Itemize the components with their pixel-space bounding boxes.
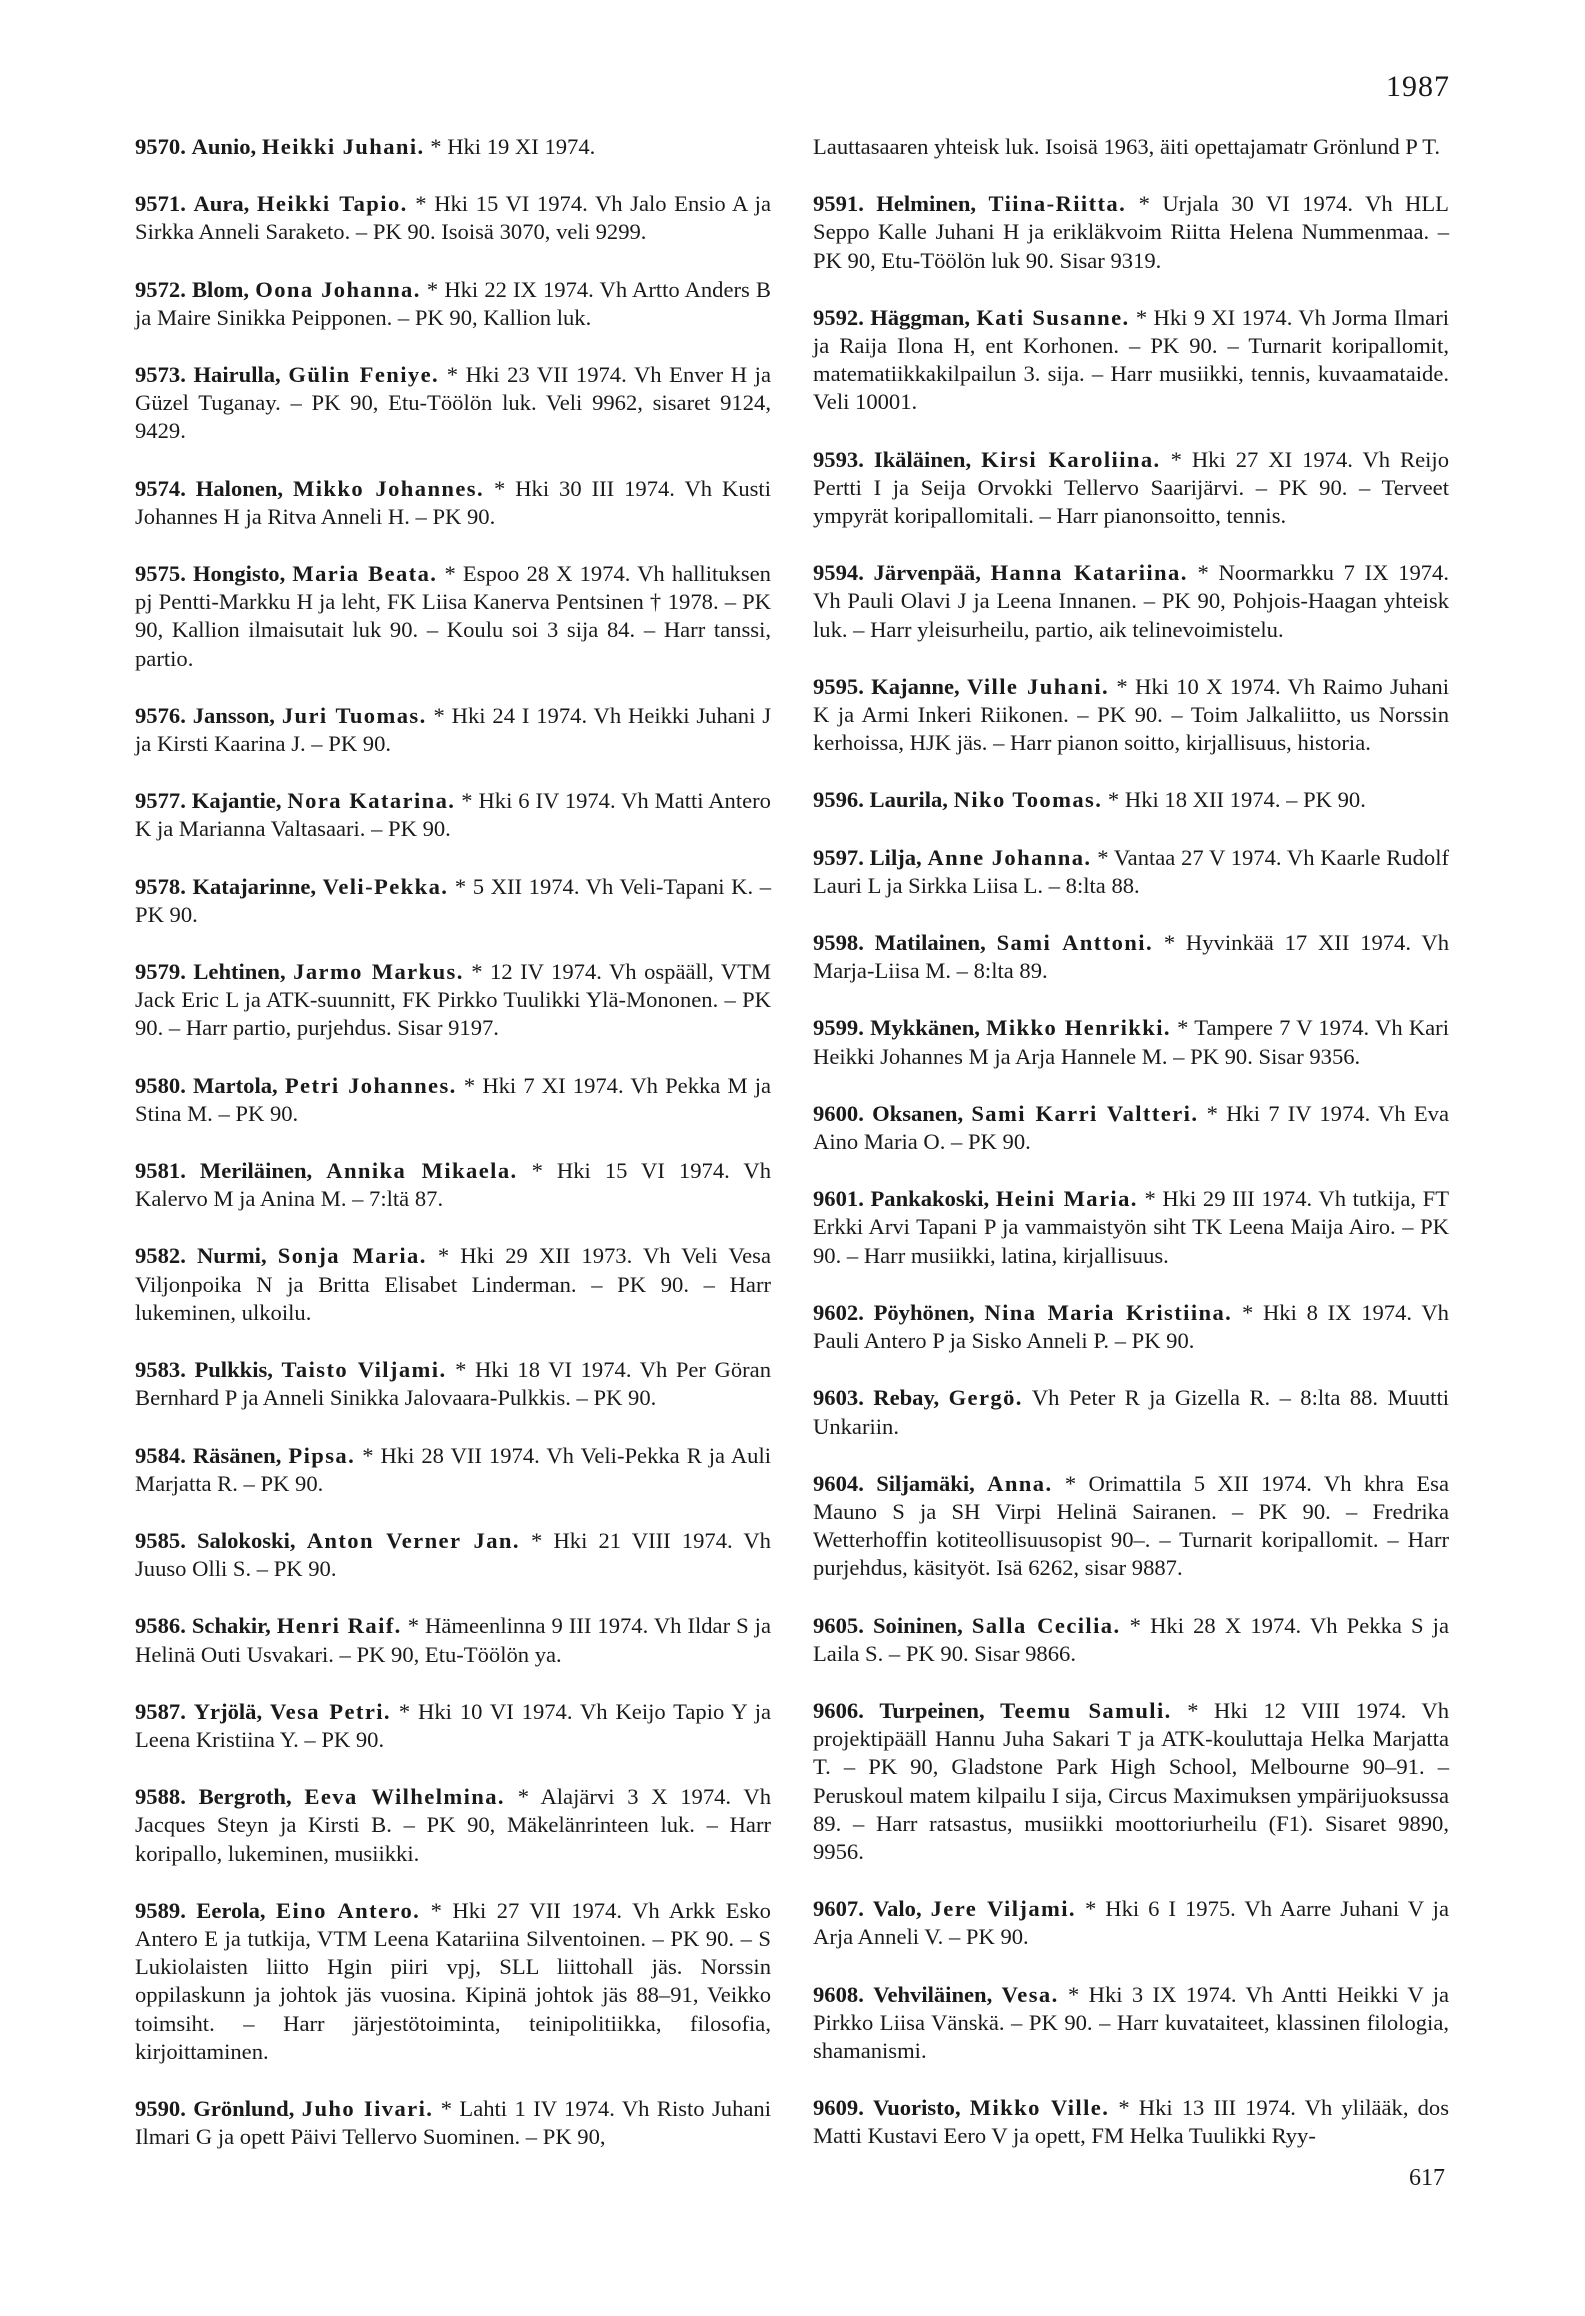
entry-surname: Hongisto, bbox=[192, 561, 286, 587]
biography-entry bbox=[135, 1783, 771, 1868]
biography-entry bbox=[813, 673, 1449, 758]
entry-number: 9571. bbox=[135, 191, 186, 217]
biography-entry bbox=[135, 133, 771, 161]
biography-entry bbox=[813, 1384, 1449, 1440]
biography-entry bbox=[135, 560, 771, 673]
entry-given-names: Nora Katarina. bbox=[287, 788, 456, 814]
biography-entry bbox=[813, 1014, 1449, 1070]
entry-surname: Pankakoski, bbox=[870, 1186, 990, 1212]
entry-number: 9608. bbox=[813, 1981, 864, 2007]
biography-entry bbox=[135, 702, 771, 758]
entry-surname: Nurmi, bbox=[196, 1243, 267, 1269]
entry-number: 9587. bbox=[135, 1698, 186, 1724]
entry-number: 9581. bbox=[135, 1158, 186, 1184]
continued-entry-text: Lauttasaaren yhteisk luk. Isoisä 1963, äiti opettajamatr Grönlund P T. bbox=[813, 134, 1441, 159]
biography-entry bbox=[135, 958, 771, 1043]
biography-entry bbox=[135, 1897, 771, 2066]
entry-surname: Salokoski, bbox=[196, 1527, 296, 1553]
entry-surname: Grönlund, bbox=[193, 2095, 295, 2121]
entry-details: * Hki 29 III 1974. Vh tutkija, FT Erkki Arvi Tapani P ja vammaistyön siht TK Leena Maija Airo. – PK 90. – Harr musiikki, latina, kirjallisuus. bbox=[813, 1186, 1450, 1268]
biography-entry bbox=[135, 361, 771, 446]
entry-given-names: Gülin Feniye. bbox=[288, 362, 440, 388]
entry-number: 9578. bbox=[135, 873, 186, 899]
entry-number: 9599. bbox=[813, 1015, 864, 1041]
entry-details: * Hki 10 VI 1974. Vh Keijo Tapio Y ja Leena Kristiina Y. – PK 90. bbox=[135, 1698, 771, 1752]
entry-surname: Schakir, bbox=[191, 1613, 271, 1639]
biography-entry bbox=[135, 1442, 771, 1498]
entry-details: * 5 XII 1974. Vh Veli-Tapani K. – PK 90. bbox=[135, 873, 771, 927]
biography-entry bbox=[813, 1299, 1449, 1355]
entry-given-names: Anton Verner Jan. bbox=[306, 1527, 520, 1553]
entry-given-names: Eeva Wilhelmina. bbox=[304, 1784, 505, 1810]
entry-number: 9604. bbox=[813, 1470, 864, 1496]
biography-entry bbox=[135, 873, 771, 929]
entry-number: 9574. bbox=[135, 475, 186, 501]
entry-given-names: Anna. bbox=[987, 1470, 1053, 1496]
entry-number: 9600. bbox=[813, 1100, 864, 1126]
entry-number: 9602. bbox=[813, 1299, 864, 1325]
entry-given-names: Mikko Henrikki. bbox=[986, 1015, 1171, 1041]
entry-surname: Helminen, bbox=[876, 191, 977, 217]
entry-number: 9591. bbox=[813, 191, 864, 217]
biography-entry bbox=[135, 1242, 771, 1327]
entry-surname: Eerola, bbox=[196, 1897, 266, 1923]
entry-details: * Hki 27 VII 1974. Vh Arkk Esko Antero E ja tutkija, VTM Leena Katariina Silventoinen. – PK 90. – S Lukiolaisten liitto Hgin piiri vpj, SLL liittohall jäs. Norssin oppilaskunn ja johtok jäs vuosina. Kipinä johtok jäs 88–91, Veikko toimsiht. – Harr järjestötoiminta, teinipolitiikka, filosofia, kirjoittaminen. bbox=[135, 1897, 771, 2064]
entry-given-names: Veli-Pekka. bbox=[322, 873, 449, 899]
entry-number: 9603. bbox=[813, 1385, 864, 1411]
entry-given-names: Juho Iivari. bbox=[301, 2095, 434, 2121]
biography-entry bbox=[135, 1072, 771, 1128]
entry-details: * Hki 6 I 1975. Vh Aarre Juhani V ja Arja Anneli V. – PK 90. bbox=[813, 1896, 1449, 1950]
entry-number: 9609. bbox=[813, 2095, 864, 2121]
entry-surname: Ikäläinen, bbox=[873, 446, 972, 472]
entry-given-names: Salla Cecilia. bbox=[971, 1612, 1121, 1638]
left-column bbox=[135, 133, 771, 2180]
entry-number: 9607. bbox=[813, 1896, 864, 1922]
entry-number: 9570. bbox=[135, 134, 186, 159]
biography-entry bbox=[813, 1185, 1449, 1270]
entry-surname: Räsänen, bbox=[192, 1442, 282, 1468]
biography-entry bbox=[813, 1697, 1449, 1866]
page-year: 1987 bbox=[1386, 70, 1450, 103]
biography-entry bbox=[813, 446, 1449, 531]
entry-details: * Hki 24 I 1974. Vh Heikki Juhani J ja Kirsti Kaarina J. – PK 90. bbox=[135, 702, 771, 757]
entry-surname: Siljamäki, bbox=[876, 1470, 975, 1496]
entry-given-names: Heini Maria. bbox=[995, 1186, 1138, 1212]
entry-number: 9577. bbox=[135, 788, 186, 814]
entry-details: * Hki 28 X 1974. Vh Pekka S ja Laila S. – PK 90. Sisar 9866. bbox=[813, 1612, 1449, 1666]
entry-given-names: Mikko Johannes. bbox=[293, 475, 485, 501]
entry-details: * Hki 6 IV 1974. Vh Matti Antero K ja Marianna Valtasaari. – PK 90. bbox=[135, 788, 771, 842]
entry-surname: Bergroth, bbox=[198, 1784, 292, 1810]
entry-number: 9586. bbox=[135, 1613, 186, 1639]
entry-surname: Järvenpää, bbox=[873, 560, 981, 586]
entry-surname: Vuoristo, bbox=[872, 2095, 961, 2121]
entry-surname: Lehtinen, bbox=[193, 959, 286, 985]
biography-entry bbox=[135, 1527, 771, 1583]
biography-entry bbox=[135, 787, 771, 843]
entry-given-names: Sonja Maria. bbox=[277, 1243, 427, 1269]
entry-given-names: Annika Mikaela. bbox=[326, 1158, 518, 1184]
entry-surname: Katajarinne, bbox=[192, 873, 317, 899]
entry-details: * 12 IV 1974. Vh ospääll, VTM Jack Eric L ja ATK-suunnitt, FK Pirkko Tuulikki Ylä-Mononen. – PK 90. – Harr partio, purjehdus. Sisar 9197. bbox=[135, 959, 772, 1041]
entry-details: * Hki 18 VI 1974. Vh Per Göran Bernhard P ja Anneli Sinikka Jalovaara-Pulkkis. – PK 90. bbox=[135, 1357, 771, 1411]
biography-entry bbox=[813, 1100, 1449, 1156]
entry-given-names: Heikki Juhani. bbox=[261, 134, 425, 159]
entry-number: 9590. bbox=[135, 2095, 186, 2121]
entry-details: * Alajärvi 3 X 1974. Vh Jacques Steyn ja Kirsti B. – PK 90, Mäkelänrinteen luk. – Harr koripallo, lukeminen, musiikki. bbox=[135, 1784, 771, 1866]
entry-given-names: Heikki Tapio. bbox=[256, 191, 408, 217]
entry-details: * Espoo 28 X 1974. Vh hallituksen pj Pentti-Markku H ja leht, FK Liisa Kanerva Pentsinen † 1978. – PK 90, Kallion ilmaisutait luk 90. – Koulu soi 3 sija 84. – Harr tanssi, partio. bbox=[135, 561, 771, 671]
entry-details: * Noormarkku 7 IX 1974. Vh Pauli Olavi J ja Leena Innanen. – PK 90, Pohjois-Haagan yhteisk luk. – Harr yleisurheilu, partio, aik telinevoimistelu. bbox=[813, 560, 1449, 642]
entry-surname: Oksanen, bbox=[872, 1100, 964, 1126]
biography-entry bbox=[135, 1698, 771, 1754]
entry-given-names: Mikko Ville. bbox=[969, 2095, 1110, 2121]
entry-details: * Vantaa 27 V 1974. Vh Kaarle Rudolf Lauri L ja Sirkka Liisa L. – 8:lta 88. bbox=[813, 844, 1449, 898]
entry-surname: Pulkkis, bbox=[194, 1357, 273, 1383]
entry-number: 9596. bbox=[813, 787, 864, 813]
entry-details: * Hki 19 XI 1974. bbox=[424, 134, 596, 159]
entry-details: * Hki 7 XI 1974. Vh Pekka M ja Stina M. – PK 90. bbox=[135, 1072, 772, 1126]
entry-details: * Lahti 1 IV 1974. Vh Risto Juhani Ilmari G ja opett Päivi Tellervo Suominen. – PK 90, bbox=[135, 2095, 771, 2150]
entry-given-names: Petri Johannes. bbox=[284, 1072, 457, 1098]
entry-details: * Hki 23 VII 1974. Vh Enver H ja Güzel Tuganay. – PK 90, Etu-Töölön luk. Veli 9962, sisaret 9124, 9429. bbox=[135, 362, 771, 444]
entry-number: 9582. bbox=[135, 1243, 186, 1269]
entry-number: 9597. bbox=[813, 844, 864, 870]
entry-details: * Hki 27 XI 1974. Vh Reijo Pertti I ja Seija Orvokki Tellervo Saarijärvi. – PK 90. – Terveet ympyrät koripallomitali. – Harr pianonsoitto, tennis. bbox=[813, 446, 1449, 529]
biography-entry bbox=[813, 1981, 1449, 2066]
entry-given-names: Anne Johanna. bbox=[927, 844, 1092, 870]
biography-entry bbox=[813, 2094, 1449, 2150]
biography-entry bbox=[135, 1356, 771, 1412]
entry-details: * Hyvinkää 17 XII 1974. Vh Marja-Liisa M. – 8:lta 89. bbox=[813, 930, 1449, 984]
entry-number: 9606. bbox=[813, 1697, 864, 1723]
entry-details: * Hki 29 XII 1973. Vh Veli Vesa Viljonpoika N ja Britta Elisabet Linderman. – PK 90. – Harr lukeminen, ulkoilu. bbox=[135, 1243, 771, 1325]
entry-given-names: Oona Johanna. bbox=[255, 276, 421, 302]
entry-surname: Soininen, bbox=[872, 1612, 963, 1638]
biography-entry bbox=[813, 190, 1449, 275]
biography-entry bbox=[135, 475, 771, 531]
entry-given-names: Eino Antero. bbox=[276, 1897, 421, 1923]
entry-surname: Kajanne, bbox=[871, 673, 960, 699]
entry-details: * Hki 30 III 1974. Vh Kusti Johannes H ja Ritva Anneli H. – PK 90. bbox=[135, 475, 771, 529]
biography-entry bbox=[813, 304, 1449, 417]
entry-number: 9592. bbox=[813, 304, 864, 330]
entry-surname: Kajantie, bbox=[191, 788, 282, 814]
entry-details: * Hki 12 VIII 1974. Vh projektipääll Hannu Juha Sakari T ja ATK-kouluttaja Helka Marjatta T. – PK 90, Gladstone Park High School, Melbourne 90–91. – Peruskoul matem kilpailu I sija, Circus Maximuksen ympärijuoksussa 89. – Harr ratsastus, musiikki moottoriurheilu (F1). Sisaret 9890, 9956. bbox=[813, 1697, 1449, 1864]
biography-entry bbox=[813, 929, 1449, 985]
entry-details: * Hki 3 IX 1974. Vh Antti Heikki V ja Pirkko Liisa Vänskä. – PK 90. – Harr kuvataiteet, klassinen filologia, shamanismi. bbox=[813, 1981, 1449, 2063]
entry-given-names: Taisto Viljami. bbox=[281, 1357, 447, 1383]
entry-given-names: Henri Raif. bbox=[276, 1613, 402, 1639]
entry-given-names: Sami Karri Valtteri. bbox=[971, 1100, 1199, 1126]
entry-number: 9585. bbox=[135, 1527, 186, 1553]
biography-entry bbox=[813, 559, 1449, 644]
entry-given-names: Kati Susanne. bbox=[976, 304, 1130, 330]
entry-surname: Aunio, bbox=[191, 134, 257, 159]
entry-number: 9576. bbox=[135, 702, 186, 728]
biography-entry bbox=[135, 190, 771, 246]
entry-surname: Rebay, bbox=[873, 1385, 940, 1411]
entry-details: * Hki 28 VII 1974. Vh Veli-Pekka R ja Auli Marjatta R. – PK 90. bbox=[135, 1442, 772, 1496]
entry-given-names: Tiina-Riitta. bbox=[988, 191, 1127, 217]
entry-surname: Turpeinen, bbox=[879, 1697, 985, 1723]
entry-surname: Lilja, bbox=[869, 844, 922, 870]
entry-surname: Hairulla, bbox=[193, 362, 281, 388]
entry-surname: Vehviläinen, bbox=[873, 1981, 993, 2007]
entry-given-names: Kirsi Karoliina. bbox=[981, 446, 1161, 472]
entry-surname: Pöyhönen, bbox=[873, 1299, 975, 1325]
page-number: 617 bbox=[1409, 2165, 1445, 2191]
entry-number: 9588. bbox=[135, 1784, 186, 1810]
entry-surname: Mykkänen, bbox=[870, 1015, 980, 1041]
biography-entry bbox=[813, 1612, 1449, 1668]
entry-number: 9601. bbox=[813, 1186, 864, 1212]
entry-surname: Meriläinen, bbox=[199, 1158, 313, 1184]
entry-number: 9572. bbox=[135, 276, 186, 302]
entry-number: 9605. bbox=[813, 1612, 864, 1638]
entry-surname: Aura, bbox=[193, 191, 250, 217]
entry-number: 9598. bbox=[813, 930, 864, 956]
entry-given-names: Teemu Samuli. bbox=[1000, 1697, 1172, 1723]
entry-given-names: Nina Maria Kristiina. bbox=[984, 1299, 1233, 1325]
entry-details: * Hki 9 XI 1974. Vh Jorma Ilmari ja Raija Ilona H, ent Korhonen. – PK 90. – Turnarit koripallomit, matematiikkakilpailun 3. sija. – Harr musiikki, tennis, kuvaamataide. Veli 10001. bbox=[813, 304, 1449, 415]
entry-details: * Hki 21 VIII 1974. Vh Juuso Olli S. – PK 90. bbox=[135, 1527, 771, 1582]
entry-details: * Hki 10 X 1974. Vh Raimo Juhani K ja Armi Inkeri Riikonen. – PK 90. – Toim Jalkaliitto, us Norssin kerhoissa, HJK jäs. – Harr pianon soitto, kirjallisuus, historia. bbox=[813, 673, 1450, 756]
entry-given-names: Ville Juhani. bbox=[967, 673, 1110, 699]
entry-number: 9593. bbox=[813, 446, 864, 472]
entry-surname: Halonen, bbox=[195, 475, 284, 501]
entry-details: * Hki 18 XII 1974. – PK 90. bbox=[1102, 787, 1366, 813]
entry-given-names: Juri Tuomas. bbox=[281, 702, 427, 728]
biography-entry bbox=[813, 1895, 1449, 1951]
biography-entry bbox=[135, 1157, 771, 1213]
entry-number: 9575. bbox=[135, 561, 186, 587]
entry-surname: Martola, bbox=[193, 1072, 278, 1098]
entry-details: * Hki 8 IX 1974. Vh Pauli Antero P ja Sisko Anneli P. – PK 90. bbox=[813, 1299, 1449, 1354]
biography-entry bbox=[813, 786, 1449, 814]
entry-given-names: Jere Viljami. bbox=[930, 1896, 1076, 1922]
entry-surname: Yrjölä, bbox=[193, 1698, 263, 1724]
entry-details: * Orimattila 5 XII 1974. Vh khra Esa Mauno S ja SH Virpi Helinä Sairanen. – PK 90. – Fredrika Wetterhoffin kotiteollisuusopist 90–. – Turnarit koripallomit. – Harr purjehdus, käsityöt. Isä 6262, sisar 9887. bbox=[813, 1470, 1449, 1581]
entry-given-names: Gergö. bbox=[948, 1385, 1023, 1411]
biography-entry bbox=[135, 2095, 771, 2151]
entry-given-names: Sami Anttoni. bbox=[996, 930, 1154, 956]
entry-given-names: Vesa. bbox=[1001, 1981, 1059, 2007]
entry-given-names: Maria Beata. bbox=[292, 561, 438, 587]
entry-details: * Hki 13 III 1974. Vh ylilääk, dos Matti Kustavi Eero V ja opett, FM Helka Tuulikki Ryy- bbox=[813, 2095, 1449, 2149]
biography-entry bbox=[813, 1470, 1449, 1583]
entry-given-names: Vesa Petri. bbox=[270, 1698, 391, 1724]
entry-number: 9583. bbox=[135, 1357, 186, 1383]
entry-details: * Hki 7 IV 1974. Vh Eva Aino Maria O. – PK 90. bbox=[813, 1100, 1449, 1155]
biography-entry bbox=[135, 1612, 771, 1668]
entry-number: 9594. bbox=[813, 560, 864, 586]
biography-entry bbox=[813, 844, 1449, 900]
entry-given-names: Hanna Katariina. bbox=[990, 560, 1188, 586]
entry-surname: Jansson, bbox=[192, 702, 275, 728]
entry-details: Vh Peter R ja Gizella R. – 8:lta 88. Muutti Unkariin. bbox=[813, 1385, 1449, 1439]
entry-details: * Hki 15 VI 1974. Vh Jalo Ensio A ja Sirkka Anneli Saraketo. – PK 90. Isoisä 3070, veli 9299. bbox=[135, 191, 771, 245]
entry-number: 9595. bbox=[813, 673, 864, 699]
entry-given-names: Jarmo Markus. bbox=[293, 959, 464, 985]
entry-surname: Valo, bbox=[872, 1896, 922, 1922]
entry-number: 9579. bbox=[135, 959, 186, 985]
entry-details: * Hki 15 VI 1974. Vh Kalervo M ja Anina M. – 7:ltä 87. bbox=[135, 1158, 771, 1212]
entry-details: * Tampere 7 V 1974. Vh Kari Heikki Johannes M ja Arja Hannele M. – PK 90. Sisar 9356. bbox=[813, 1015, 1449, 1069]
biography-entry bbox=[135, 276, 771, 332]
entry-surname: Matilainen, bbox=[874, 930, 986, 956]
entry-details: * Hämeenlinna 9 III 1974. Vh Ildar S ja Helinä Outi Usvakari. – PK 90, Etu-Töölön ya. bbox=[135, 1613, 771, 1667]
entry-surname: Häggman, bbox=[870, 304, 970, 330]
entry-given-names: Niko Toomas. bbox=[953, 787, 1103, 813]
entry-number: 9580. bbox=[135, 1072, 186, 1098]
entry-given-names: Pipsa. bbox=[288, 1442, 356, 1468]
entry-surname: Blom, bbox=[191, 276, 250, 302]
entry-number: 9573. bbox=[135, 362, 186, 388]
right-column bbox=[813, 133, 1449, 2180]
entry-surname: Laurila, bbox=[869, 787, 948, 813]
entry-details: * Hki 22 IX 1974. Vh Artto Anders B ja Maire Sinikka Peipponen. – PK 90, Kallion luk. bbox=[135, 276, 771, 330]
entry-number: 9589. bbox=[135, 1897, 186, 1923]
entry-details: * Urjala 30 VI 1974. Vh HLL Seppo Kalle Juhani H ja erikläkvoim Riitta Helena Nummenmaa. – PK 90, Etu-Töölön luk 90. Sisar 9319. bbox=[813, 191, 1449, 273]
entry-number: 9584. bbox=[135, 1442, 186, 1468]
